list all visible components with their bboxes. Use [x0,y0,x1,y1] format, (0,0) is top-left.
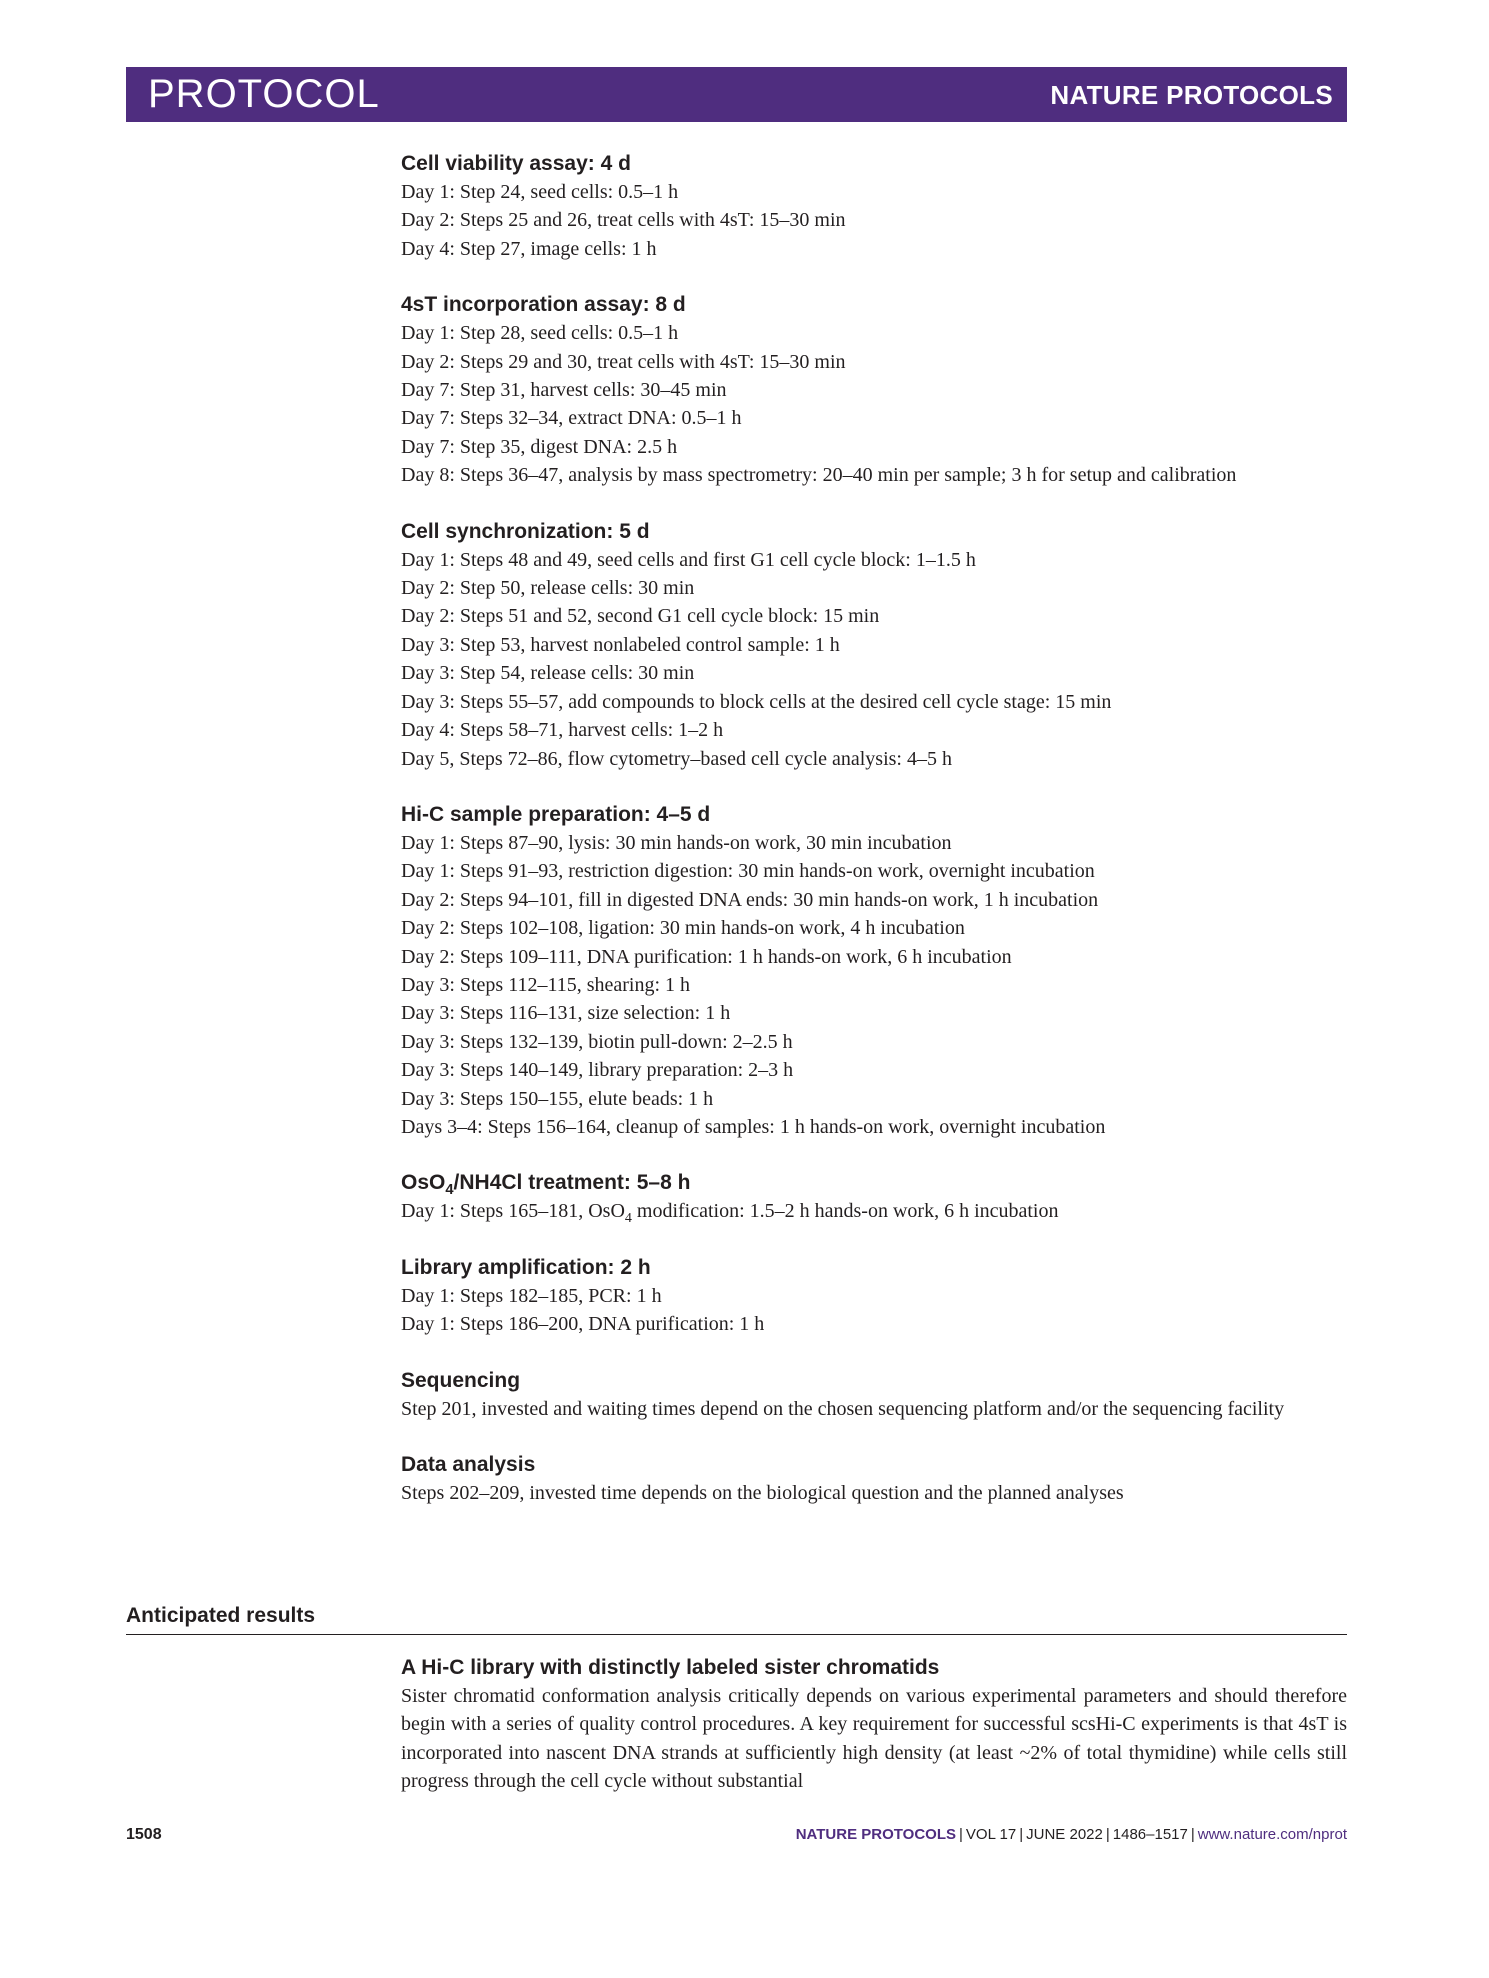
timing-line: Day 3: Steps 112–115, shearing: 1 h [401,973,691,996]
timing-line: Day 7: Step 31, harvest cells: 30–45 min [401,379,727,402]
timing-content [401,150,1347,1535]
title-subscript: 4 [445,1182,454,1199]
page-number: 1508 [126,1826,162,1843]
footer-separator: | [959,1826,963,1843]
line-part: Day 1: Steps 165–181, OsO [401,1200,625,1223]
timing-line: Day 3: Step 54, release cells: 30 min [401,662,695,685]
timing-sections-2 [401,1254,1347,1339]
timing-line: Day 4: Step 27, image cells: 1 h [401,237,657,260]
timing-line: Day 7: Step 35, digest DNA: 2.5 h [401,435,678,458]
timing-section-oso4 [401,1169,1347,1225]
timing-line: Day 3: Steps 132–139, biotin pull-down: 2–2.5 h [401,1030,793,1053]
timing-line: Day 3: Steps 140–149, library preparation: 2–3 h [401,1059,794,1082]
section-text: Steps 202–209, invested time depends on the biological question and the planned analyses [401,1482,1124,1504]
section-title: Library amplification: 2 h [401,1255,651,1279]
footer-url-link[interactable]: www.nature.com/nprot [1197,1826,1347,1843]
header-bar [126,67,1347,122]
footer-separator: | [1019,1826,1024,1843]
timing-line: Day 2: Step 50, release cells: 30 min [401,577,695,600]
timing-line: Day 1: Steps 48 and 49, seed cells and first G1 cell cycle block: 1–1.5 h [401,548,976,571]
timing-line: Day 1: Steps 186–200, DNA purification: 1 h [401,1313,765,1336]
timing-line: Day 4: Steps 58–71, harvest cells: 1–2 h [401,719,724,742]
timing-line: Day 2: Steps 25 and 26, treat cells with 4sT: 15–30 min [401,209,846,232]
timing-section-data-analysis [401,1451,1347,1507]
results-subheading: A Hi-C library with distinctly labeled sister chromatids [401,1656,940,1679]
timing-line: Day 1: Steps 182–185, PCR: 1 h [401,1284,662,1307]
section-title: Sequencing [401,1368,521,1392]
footer-pages: 1486–1517 [1112,1826,1188,1843]
timing-section [401,518,1347,773]
footer-citation [796,1826,1347,1843]
journal-label: NATURE PROTOCOLS [1050,80,1333,110]
footer-separator: | [1105,1826,1110,1843]
section-text: Step 201, invested and waiting times depend on the chosen sequencing platform and/or the sequencing facility [401,1397,1285,1420]
timing-line: Day 1: Steps 87–90, lysis: 30 min hands-on work, 30 min incubation [401,831,952,854]
footer-separator: | [1190,1826,1195,1843]
timing-line: Day 5, Steps 72–86, flow cytometry–based cell cycle analysis: 4–5 h [401,747,952,770]
timing-line: Day 2: Steps 109–111, DNA purification: 1 h hands-on work, 6 h incubation [401,945,1012,968]
section-rule [126,1634,1347,1635]
timing-line: Day 1: Steps 91–93, restriction digestion: 30 min hands-on work, overnight incubation [401,860,1095,883]
line-part: modification: 1.5–2 h hands-on work, 6 h incubation [631,1200,1059,1223]
title-part: OsO [401,1171,446,1195]
timing-line: Day 2: Steps 29 and 30, treat cells with 4sT: 15–30 min [401,350,846,373]
timing-line: Day 3: Step 53, harvest nonlabeled control sample: 1 h [401,633,840,656]
timing-line: Day 2: Steps 102–108, ligation: 30 min hands-on work, 4 h incubation [401,917,965,940]
footer-volume: VOL 17 [965,1826,1017,1843]
timing-line: Day 1: Step 24, seed cells: 0.5–1 h [401,181,679,203]
results-paragraph: Sister chromatid conformation analysis critically depends on various experimental parameters and should therefore begin with a series of quality control procedures. A key requirement for successful scsHi-C experiments is that 4sT is incorporated into nascent DNA strands at sufficiently high density (at least ~2% of total thymidine) while cells still progress through the cell cycle without substantial [401,1685,1347,1793]
anticipated-results-heading: Anticipated results [126,1604,316,1627]
timing-sections [401,150,1347,1141]
section-title: Hi-C sample preparation: 4–5 d [401,802,711,826]
timing-section [401,1254,1347,1339]
section-title: 4sT incorporation assay: 8 d [401,293,686,317]
timing-line: Days 3–4: Steps 156–164, cleanup of samples: 1 h hands-on work, overnight incubation [401,1115,1106,1138]
footer-date: JUNE 2022 [1026,1826,1103,1843]
timing-section [401,150,1347,263]
timing-line: Day 7: Steps 32–34, extract DNA: 0.5–1 h [401,407,742,430]
section-label: PROTOCOL [148,72,380,116]
timing-line: Day 3: Steps 116–131, size selection: 1 h [401,1002,731,1025]
line-subscript: 4 [624,1211,632,1227]
timing-line [401,1197,1347,1225]
timing-section-sequencing [401,1367,1347,1423]
timing-line: Day 3: Steps 55–57, add compounds to block cells at the desired cell cycle stage: 15 min [401,690,1112,713]
title-part: /NH4Cl treatment: 5–8 h [453,1171,691,1195]
timing-line: Day 2: Steps 94–101, fill in digested DNA ends: 30 min hands-on work, 1 h incubation [401,888,1099,911]
section-title: Data analysis [401,1453,536,1476]
timing-section [401,291,1347,489]
anticipated-results-body [401,1654,1347,1796]
timing-line: Day 2: Steps 51 and 52, second G1 cell cycle block: 15 min [401,605,880,628]
timing-section [401,801,1347,1141]
timing-line: Day 1: Step 28, seed cells: 0.5–1 h [401,322,679,345]
footer-journal: NATURE PROTOCOLS [795,1826,957,1843]
section-title [401,1169,1347,1197]
timing-line: Day 8: Steps 36–47, analysis by mass spectrometry: 20–40 min per sample; 3 h for setup and calibration [401,464,1237,487]
timing-line: Day 3: Steps 150–155, elute beads: 1 h [401,1087,714,1110]
section-title: Cell synchronization: 5 d [401,519,650,543]
section-title: Cell viability assay: 4 d [401,152,631,175]
